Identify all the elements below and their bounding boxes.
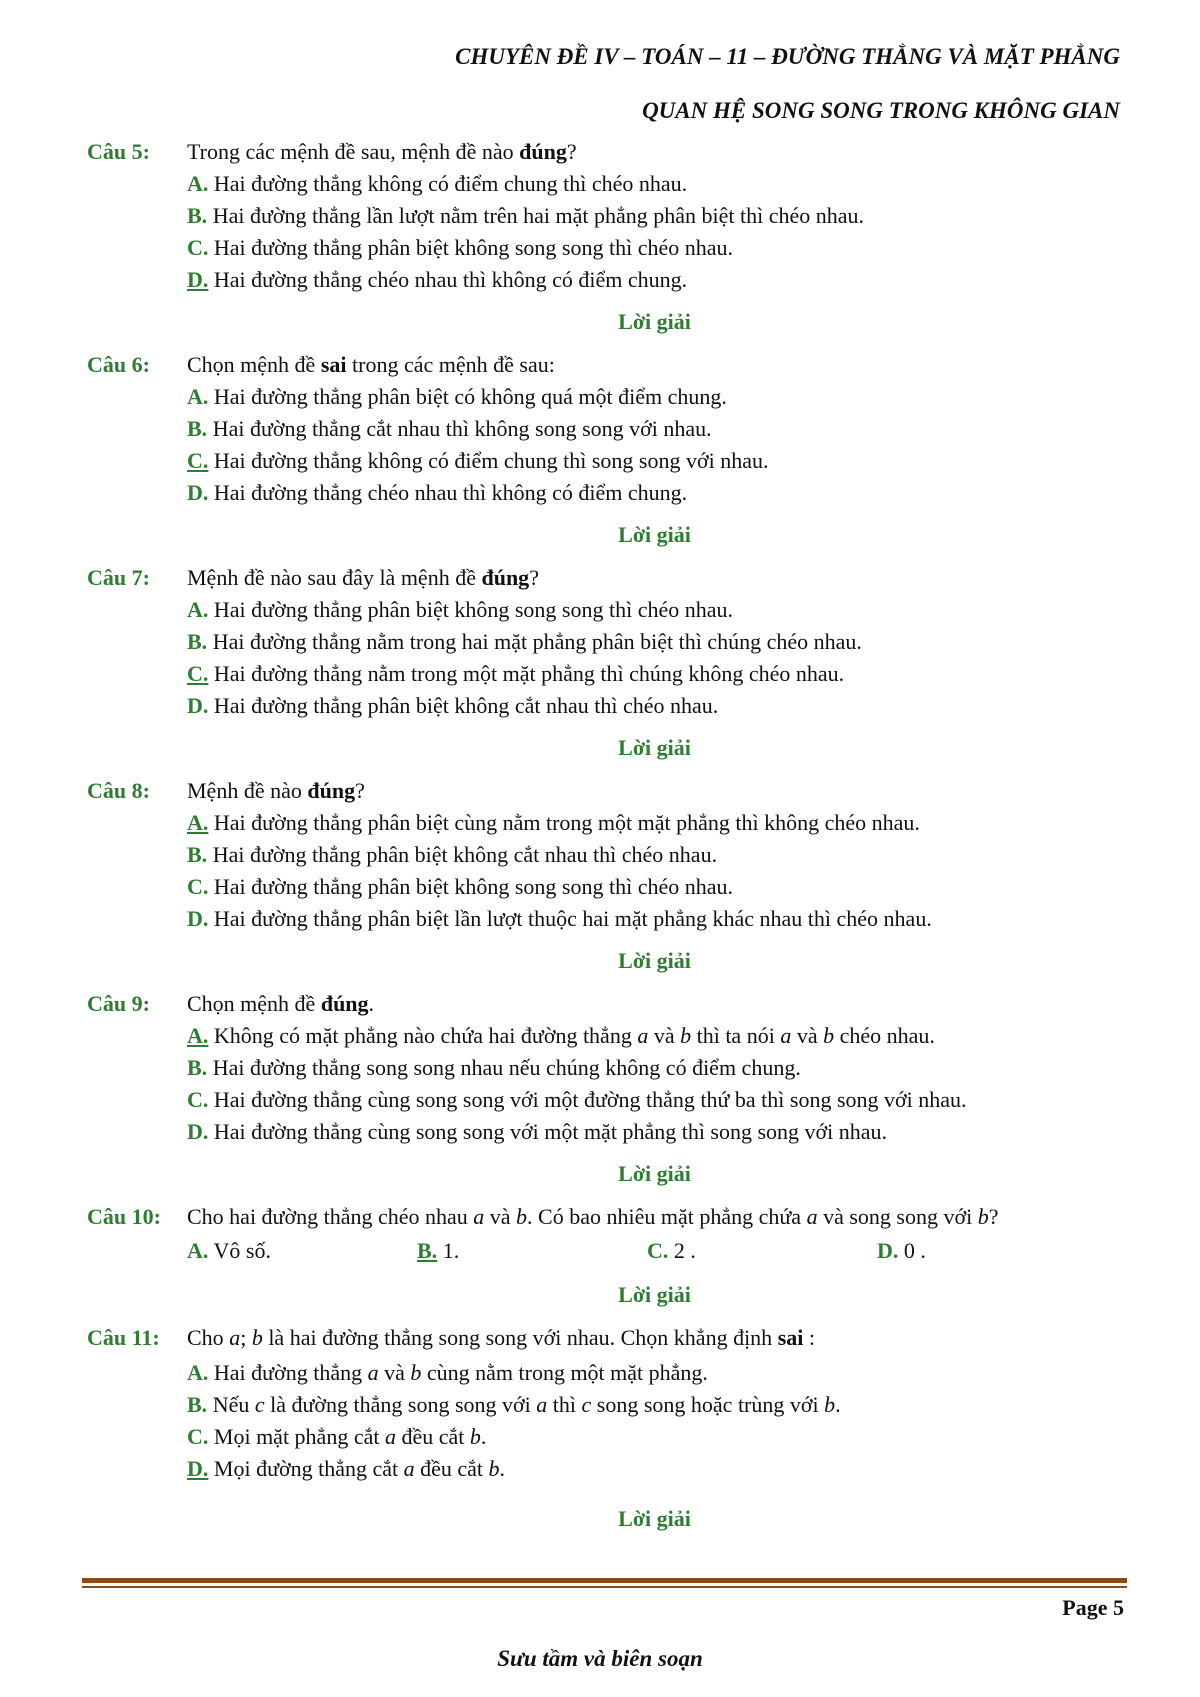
question-stem: Cho hai đường thẳng chéo nhau a và b. Có bao nhiêu mặt phẳng chứa a và song song với b?	[187, 1204, 999, 1229]
header-subtitle: QUAN HỆ SONG SONG TRONG KHÔNG GIAN	[642, 98, 1120, 123]
option-a-correct: A. Hai đường thẳng phân biệt cùng nằm trong một mặt phẳng thì không chéo nhau.	[187, 810, 920, 835]
option-c-correct: C. Hai đường thẳng nằm trong một mặt phẳng thì chúng không chéo nhau.	[187, 661, 845, 686]
option-a: A. Hai đường thẳng phân biệt không song song thì chéo nhau.	[187, 597, 733, 622]
option-b: B. Hai đường thẳng lần lượt nằm trên hai mặt phẳng phân biệt thì chéo nhau.	[187, 203, 865, 228]
solution-heading: Lời giải	[618, 522, 691, 547]
solution-heading: Lời giải	[618, 1282, 691, 1307]
option-b: B. Nếu c là đường thẳng song song với a thì c song song hoặc trùng với b.	[187, 1392, 841, 1417]
option-a: A. Hai đường thẳng phân biệt có không quá một điểm chung.	[187, 384, 727, 409]
option-d-correct: D. Mọi đường thẳng cắt a đều cắt b.	[187, 1456, 506, 1481]
solution-heading: Lời giải	[618, 1161, 691, 1186]
question-label: Câu 7:	[87, 565, 150, 590]
option-d: D. Hai đường thẳng phân biệt không cắt nhau thì chéo nhau.	[187, 693, 719, 718]
page-number: Page 5	[1062, 1595, 1124, 1620]
footer-divider-thick	[82, 1578, 1127, 1583]
solution-heading: Lời giải	[618, 1506, 691, 1531]
question-label: Câu 8:	[87, 778, 150, 803]
question-stem: Trong các mệnh đề sau, mệnh đề nào đúng?	[187, 139, 577, 164]
option-a: A. Hai đường thẳng a và b cùng nằm trong một mặt phẳng.	[187, 1360, 708, 1385]
header-title: CHUYÊN ĐỀ IV – TOÁN – 11 – ĐƯỜNG THẲNG VÀ MẶT PHẲNG	[455, 44, 1120, 69]
options-row	[187, 1233, 1127, 1269]
option-c: C. 2 .	[647, 1238, 696, 1263]
solution-heading: Lời giải	[618, 309, 691, 334]
question-stem: Chọn mệnh đề sai trong các mệnh đề sau:	[187, 352, 555, 377]
footer-credit: Sưu tầm và biên soạn	[497, 1646, 703, 1671]
option-c: C. Mọi mặt phẳng cắt a đều cắt b.	[187, 1424, 487, 1449]
question-label: Câu 5:	[87, 139, 150, 164]
option-c: C. Hai đường thẳng phân biệt không song song thì chéo nhau.	[187, 874, 733, 899]
option-a-correct: A. Không có mặt phẳng nào chứa hai đường thẳng a và b thì ta nói a và b chéo nhau.	[187, 1023, 935, 1048]
question-10	[87, 1201, 1127, 1311]
option-a: A. Hai đường thẳng không có điểm chung thì chéo nhau.	[187, 171, 688, 196]
question-7	[87, 562, 1127, 764]
question-8	[87, 775, 1127, 977]
option-d: D. Hai đường thẳng chéo nhau thì không có điểm chung.	[187, 480, 688, 505]
page-header	[455, 30, 1120, 138]
solution-heading: Lời giải	[618, 735, 691, 760]
question-stem: Cho a; b là hai đường thẳng song song với nhau. Chọn khẳng định sai :	[187, 1325, 815, 1350]
option-c: C. Hai đường thẳng cùng song song với một đường thẳng thứ ba thì song song với nhau.	[187, 1087, 967, 1112]
option-c: C. Hai đường thẳng phân biệt không song song thì chéo nhau.	[187, 235, 733, 260]
option-d: D. Hai đường thẳng cùng song song với một mặt phẳng thì song song với nhau.	[187, 1119, 888, 1144]
question-stem: Chọn mệnh đề đúng.	[187, 991, 375, 1016]
footer-divider-thin	[82, 1586, 1127, 1588]
option-d-correct: D. Hai đường thẳng chéo nhau thì không có điểm chung.	[187, 267, 688, 292]
option-b: B. Hai đường thẳng nằm trong hai mặt phẳng phân biệt thì chúng chéo nhau.	[187, 629, 862, 654]
question-11	[87, 1322, 1127, 1535]
question-label: Câu 6:	[87, 352, 150, 377]
option-d: D. 0 .	[877, 1238, 926, 1263]
question-list	[87, 136, 1127, 1546]
question-label: Câu 10:	[87, 1204, 161, 1229]
option-c-correct: C. Hai đường thẳng không có điểm chung thì song song với nhau.	[187, 448, 769, 473]
question-stem: Mệnh đề nào đúng?	[187, 778, 365, 803]
option-b: B. Hai đường thẳng song song nhau nếu chúng không có điểm chung.	[187, 1055, 801, 1080]
option-b: B. Hai đường thẳng phân biệt không cắt nhau thì chéo nhau.	[187, 842, 718, 867]
option-b: B. Hai đường thẳng cắt nhau thì không song song với nhau.	[187, 416, 712, 441]
question-9	[87, 988, 1127, 1190]
question-5	[87, 136, 1127, 338]
option-a: A. Vô số.	[187, 1238, 271, 1263]
question-label: Câu 9:	[87, 991, 150, 1016]
solution-heading: Lời giải	[618, 948, 691, 973]
question-stem: Mệnh đề nào sau đây là mệnh đề đúng?	[187, 565, 539, 590]
option-b-correct: B. 1.	[417, 1238, 460, 1263]
option-d: D. Hai đường thẳng phân biệt lần lượt thuộc hai mặt phẳng khác nhau thì chéo nhau.	[187, 906, 932, 931]
question-label: Câu 11:	[87, 1325, 160, 1350]
question-6	[87, 349, 1127, 551]
